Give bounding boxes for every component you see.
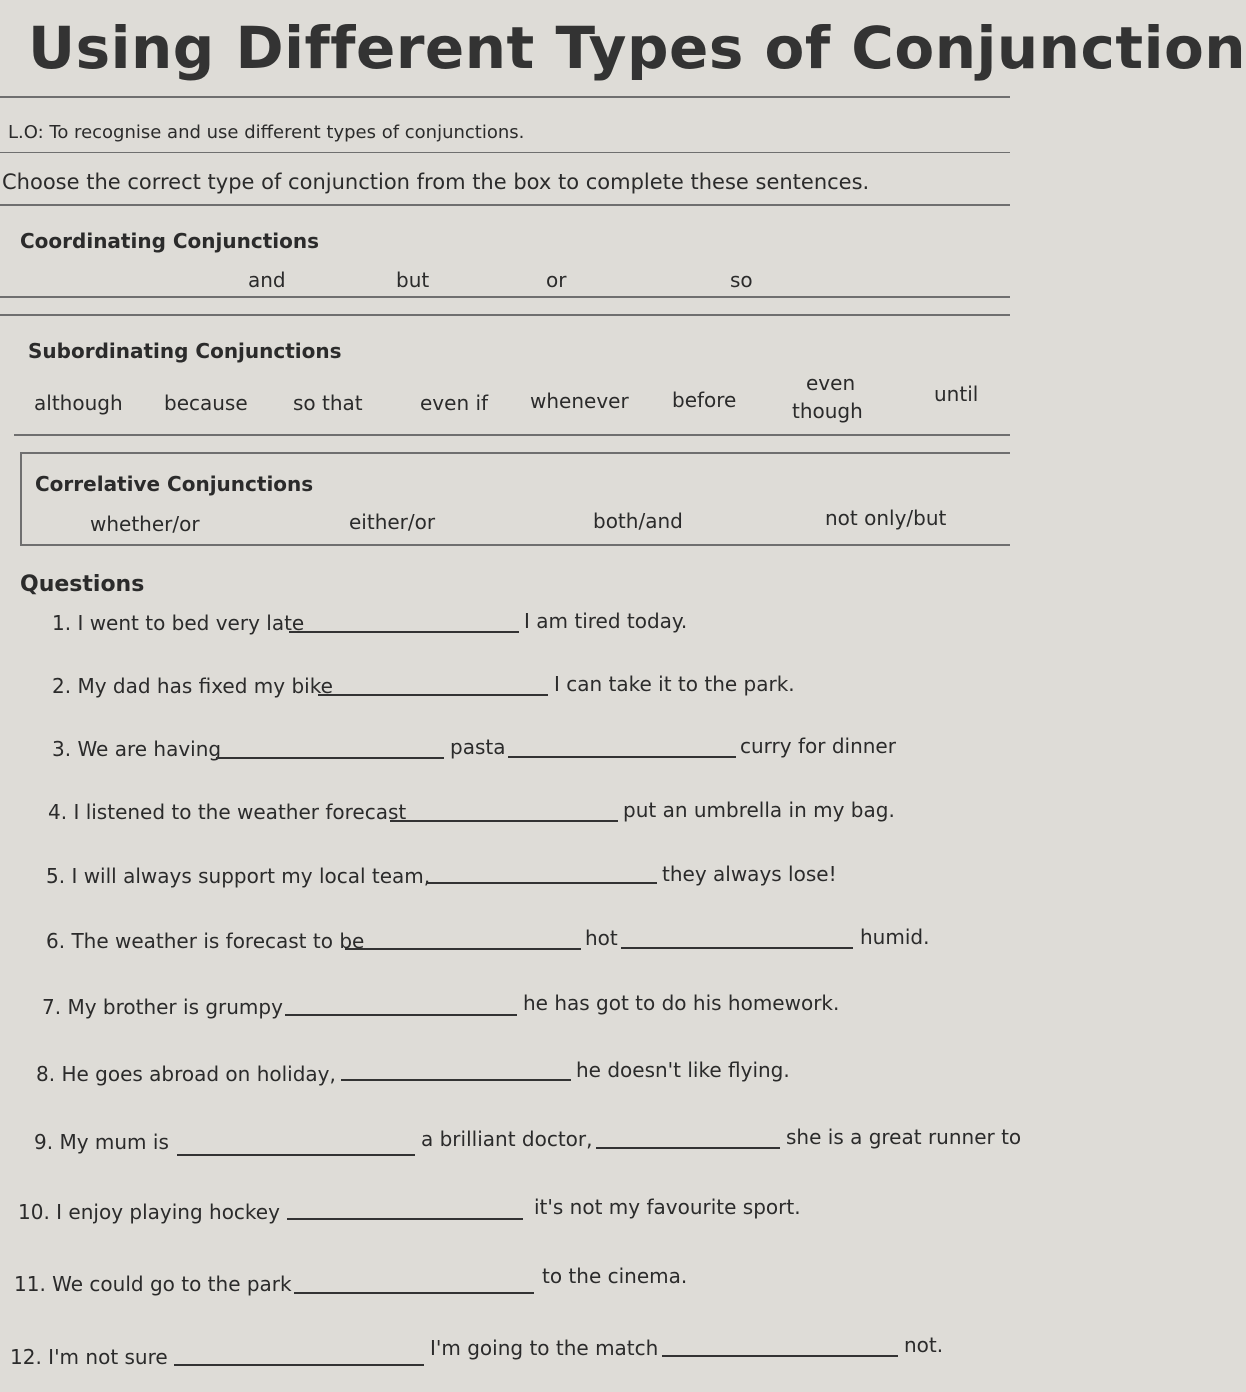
subordinating-box-bottom (14, 434, 1010, 436)
word-whenever: whenever (530, 389, 629, 413)
question-9-middle: a brilliant doctor, (421, 1127, 593, 1151)
learning-objective: L.O: To recognise and use different types of conjunctions. (8, 122, 525, 143)
question-11-start: 11. We could go to the park (14, 1272, 292, 1296)
page-title: Using Different Types of Conjunction (28, 14, 1246, 82)
correlative-box-bottom (20, 544, 1010, 546)
question-12-start: 12. I'm not sure (10, 1345, 168, 1369)
question-5-blank[interactable] (427, 882, 657, 884)
word-or: or (546, 268, 567, 292)
word-both-and: both/and (593, 509, 683, 533)
question-3-end: curry for dinner (740, 734, 896, 758)
correlative-box-top (20, 452, 1010, 454)
question-3-start: 3. We are having (52, 737, 222, 761)
subordinating-box-top (0, 314, 1010, 316)
word-not-only-but: not only/but (825, 506, 947, 530)
question-3-blank-2[interactable] (508, 756, 736, 758)
question-7-blank[interactable] (285, 1014, 517, 1016)
coordinating-box-bottom (0, 296, 1010, 298)
question-5-start: 5. I will always support my local team, (46, 864, 431, 888)
question-9-blank-2[interactable] (596, 1147, 780, 1149)
correlative-box-left (20, 452, 22, 546)
question-12-end: not. (904, 1333, 944, 1357)
objective-divider (0, 152, 1010, 153)
question-7-start: 7. My brother is grumpy (42, 995, 283, 1019)
question-4-end: put an umbrella in my bag. (623, 798, 895, 822)
question-3-middle: pasta (450, 735, 506, 759)
word-until: until (934, 382, 979, 406)
question-10-blank[interactable] (287, 1218, 523, 1220)
word-so: so (730, 268, 753, 292)
question-6-middle: hot (585, 926, 618, 950)
question-4-blank[interactable] (390, 820, 618, 822)
question-12-blank-1[interactable] (174, 1364, 424, 1366)
word-because: because (164, 391, 248, 415)
question-10-end: it's not my favourite sport. (534, 1195, 801, 1219)
word-even: even (806, 371, 856, 395)
question-6-start: 6. The weather is forecast to be (46, 929, 365, 953)
question-10-start: 10. I enjoy playing hockey (18, 1200, 280, 1224)
coordinating-heading: Coordinating Conjunctions (20, 229, 320, 253)
questions-heading: Questions (20, 572, 145, 597)
instruction: Choose the correct type of conjunction from the box to complete these sentences. (2, 170, 870, 194)
word-though: though (792, 399, 863, 423)
subordinating-heading: Subordinating Conjunctions (28, 339, 342, 363)
word-although: although (34, 391, 123, 415)
question-8-end: he doesn't like flying. (576, 1058, 790, 1082)
question-1-end: I am tired today. (524, 609, 688, 633)
word-before: before (672, 388, 737, 412)
word-whether-or: whether/or (90, 512, 200, 536)
question-7-end: he has got to do his homework. (523, 991, 840, 1015)
question-6-blank-1[interactable] (345, 948, 581, 950)
question-8-blank[interactable] (341, 1079, 571, 1081)
instruction-divider (0, 204, 1010, 206)
word-so-that: so that (293, 391, 363, 415)
question-12-middle: I'm going to the match (430, 1336, 659, 1360)
question-2-start: 2. My dad has fixed my bike (52, 674, 333, 698)
word-either-or: either/or (349, 510, 436, 534)
question-1-blank[interactable] (289, 631, 519, 633)
title-divider (0, 96, 1010, 98)
question-12-blank-2[interactable] (662, 1355, 898, 1357)
question-2-end: I can take it to the park. (554, 672, 795, 696)
question-8-start: 8. He goes abroad on holiday, (36, 1062, 336, 1086)
question-3-blank-1[interactable] (216, 757, 444, 759)
question-2-blank[interactable] (318, 694, 548, 696)
question-5-end: they always lose! (662, 862, 837, 886)
question-6-end: humid. (860, 925, 930, 949)
question-9-start: 9. My mum is (34, 1130, 169, 1154)
question-1-start: 1. I went to bed very late (52, 611, 305, 635)
question-9-end: she is a great runner to (786, 1125, 1022, 1149)
question-4-start: 4. I listened to the weather forecast (48, 800, 407, 824)
question-11-end: to the cinema. (542, 1264, 688, 1288)
word-and: and (248, 268, 286, 292)
word-but: but (396, 268, 430, 292)
question-11-blank[interactable] (294, 1292, 534, 1294)
word-even-if: even if (420, 391, 489, 415)
question-6-blank-2[interactable] (621, 947, 853, 949)
correlative-heading: Correlative Conjunctions (35, 472, 314, 496)
question-9-blank-1[interactable] (177, 1154, 415, 1156)
